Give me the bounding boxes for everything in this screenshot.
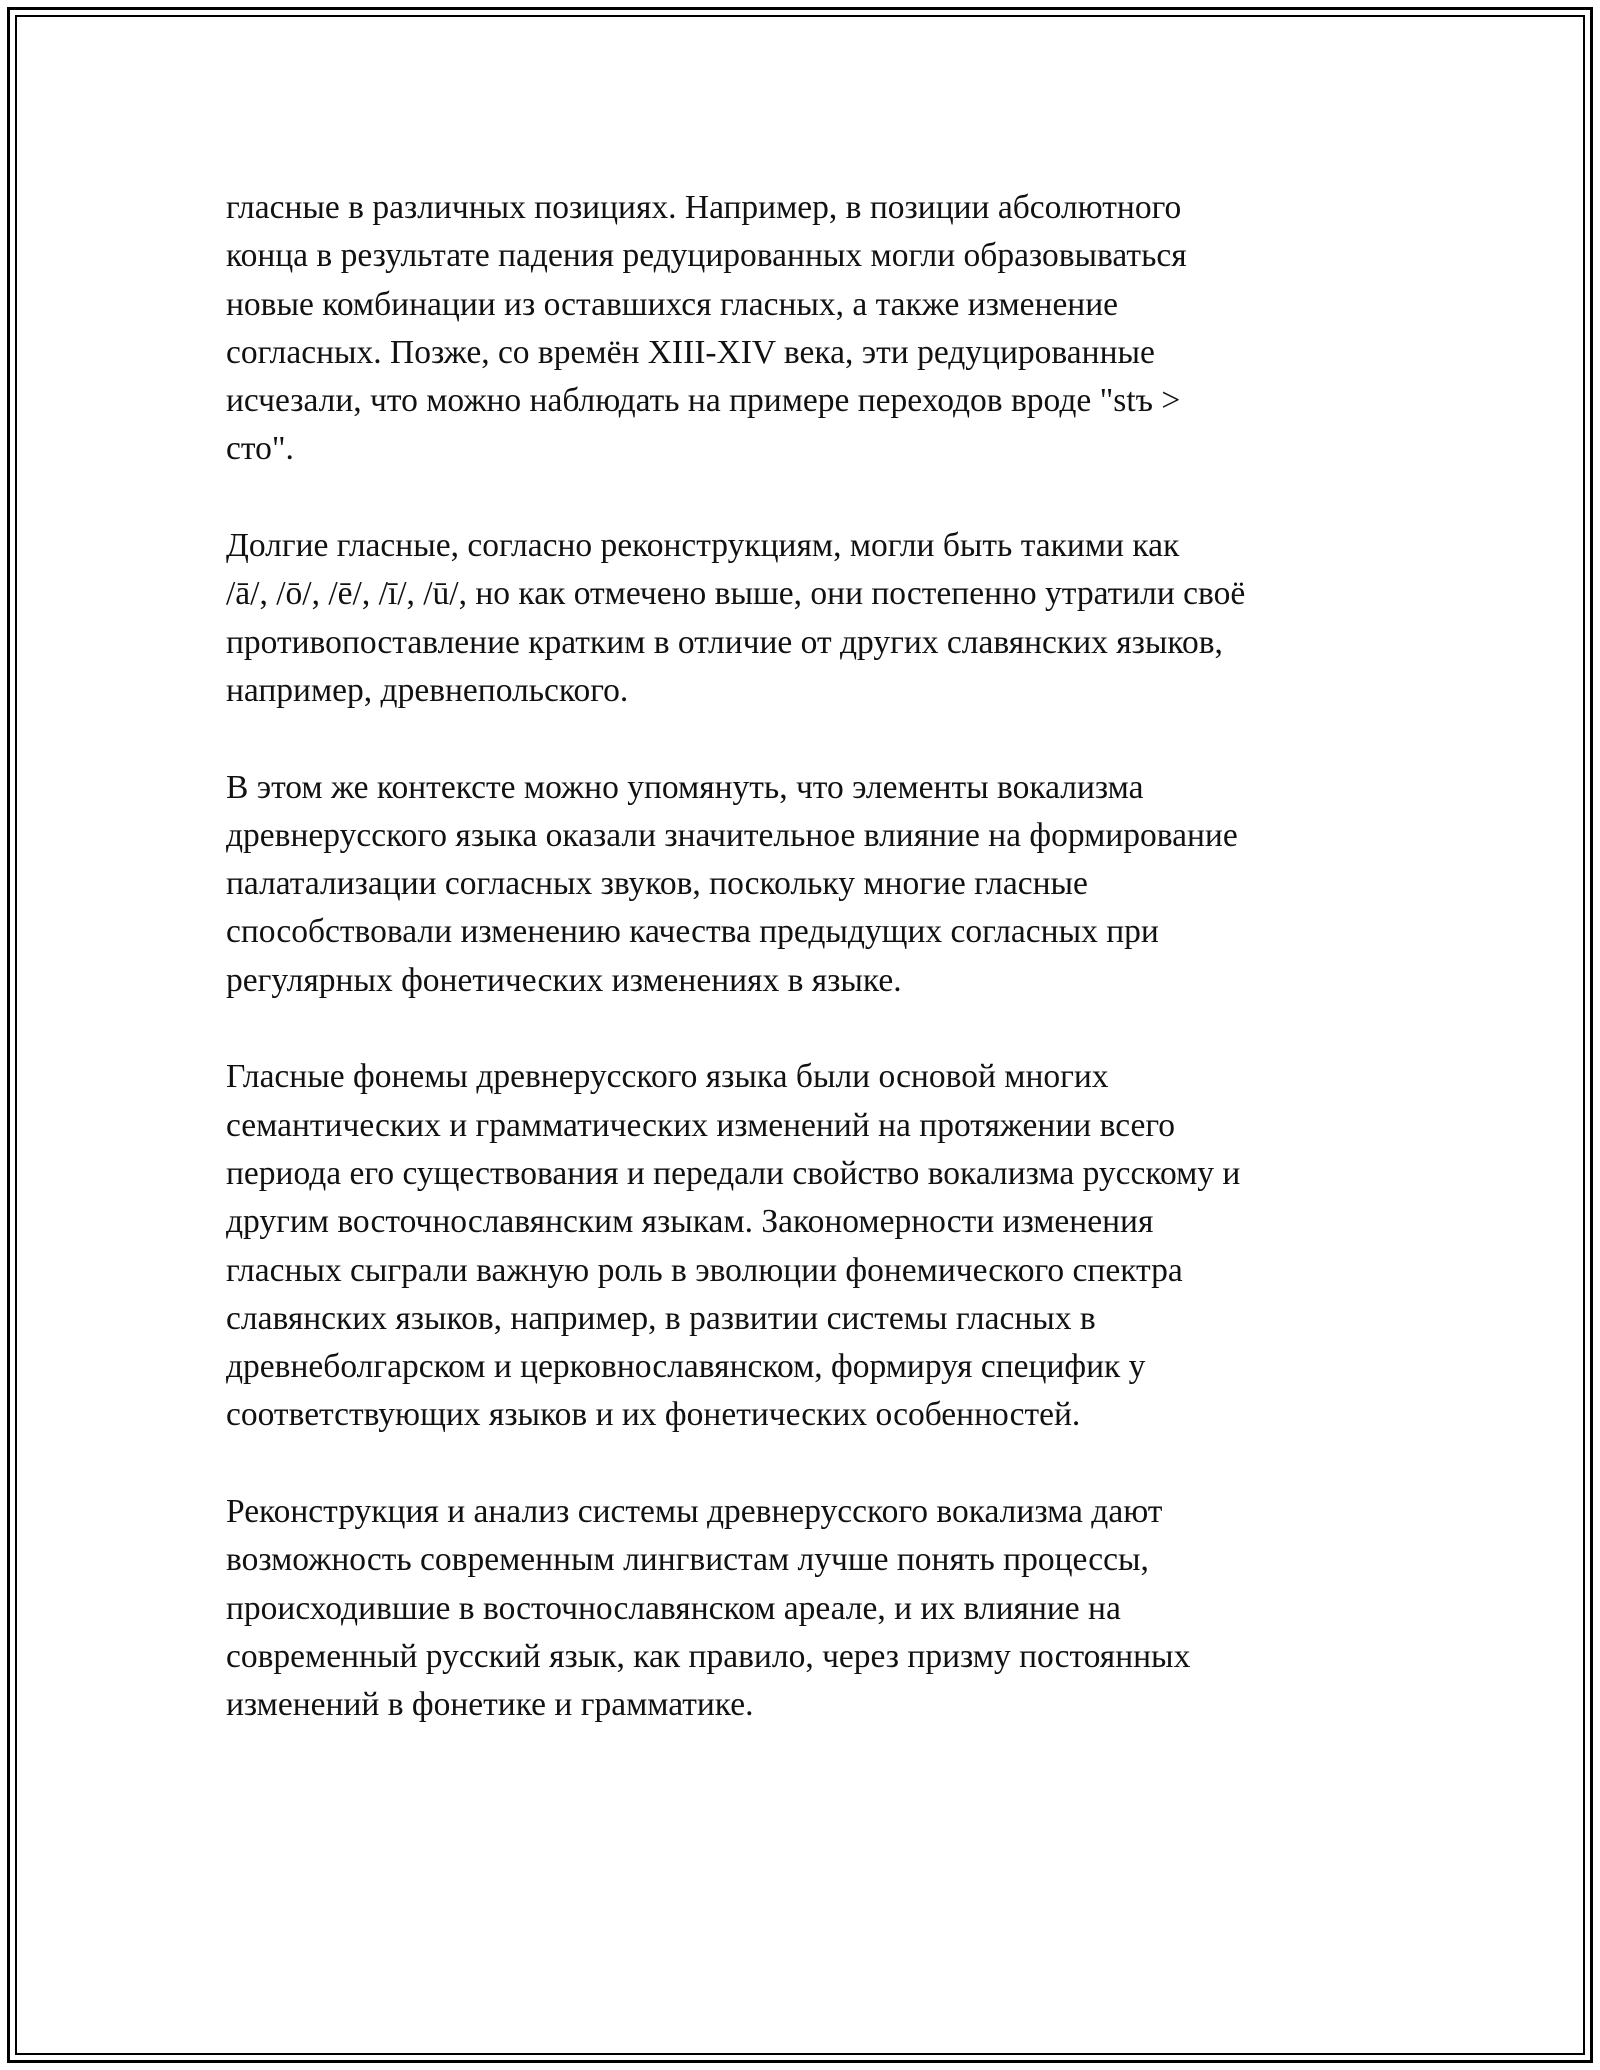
text-line: исчезали, что можно наблюдать на примере переходов вроде "stъ >	[226, 382, 1181, 420]
text-line: например, древнепольского.	[226, 671, 629, 709]
paragraph-1	[226, 184, 1376, 474]
text-line: /ā/, /ō/, /ē/, /ī/, /ū/, но как отмечено выше, они постепенно утратили своё	[226, 575, 1246, 613]
paragraph-5	[226, 1488, 1376, 1729]
text-line: палатализации согласных звуков, поскольку многие гласные	[226, 865, 1088, 903]
text-line: сто".	[226, 430, 294, 468]
text-line: семантических и грамматических изменений на протяжении всего	[226, 1106, 1176, 1144]
text-line: конца в результате падения редуцированных могли образовываться	[226, 237, 1187, 275]
text-line: согласных. Позже, со времён XIII-XIV века, эти редуцированные	[226, 333, 1155, 371]
document-body	[226, 184, 1376, 1778]
text-line: происходившие в восточнославянском ареале, и их влияние на	[226, 1589, 1121, 1627]
text-line: регулярных фонетических изменениях в языке.	[226, 961, 902, 999]
text-line: Реконструкция и анализ системы древнерусского вокализма дают	[226, 1493, 1163, 1531]
text-line: древнеболгарском и церковнославянском, формируя специфик у	[226, 1348, 1146, 1386]
text-line: В этом же контексте можно упомянуть, что элементы вокализма	[226, 768, 1144, 806]
text-line: древнерусского языка оказали значительное влияние на формирование	[226, 816, 1238, 854]
paragraph-4	[226, 1053, 1376, 1439]
text-line: современный русский язык, как правило, через призму постоянных	[226, 1637, 1191, 1675]
text-line: другим восточнославянским языкам. Закономерности изменения	[226, 1203, 1154, 1241]
text-line: славянских языков, например, в развитии системы гласных в	[226, 1299, 1096, 1337]
text-line: изменений в фонетике и грамматике.	[226, 1686, 754, 1724]
text-line: возможность современным лингвистам лучше понять процессы,	[226, 1541, 1149, 1579]
text-line: периода его существования и передали свойство вокализма русскому и	[226, 1154, 1241, 1192]
text-line: новые комбинации из оставшихся гласных, а также изменение	[226, 285, 1119, 323]
text-line: противопоставление кратким в отличие от других славянских языков,	[226, 623, 1223, 661]
text-line: соответствующих языков и их фонетических особенностей.	[226, 1396, 1081, 1434]
text-line: гласные в различных позициях. Например, в позиции абсолютного	[226, 189, 1182, 226]
text-line: Гласные фонемы древнерусского языка были основой многих	[226, 1058, 1109, 1096]
text-line: способствовали изменению качества предыдущих согласных при	[226, 913, 1159, 951]
paragraph-3	[226, 764, 1376, 1005]
paragraph-2	[226, 522, 1376, 715]
text-line: гласных сыграли важную роль в эволюции фонемического спектра	[226, 1251, 1183, 1289]
text-line: Долгие гласные, согласно реконструкциям, могли быть такими как	[226, 527, 1180, 565]
